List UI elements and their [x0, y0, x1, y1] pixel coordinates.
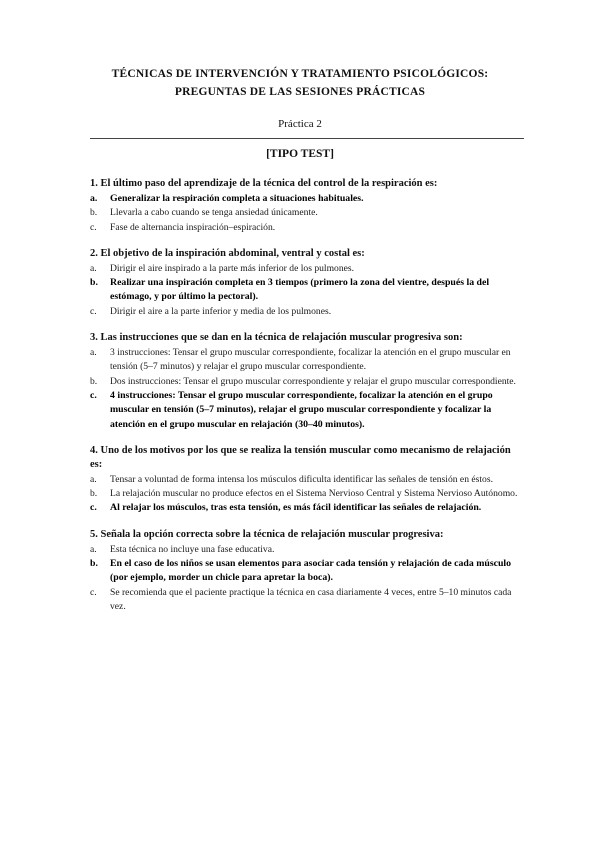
option-letter: c.: [90, 389, 97, 401]
option-text: Esta técnica no incluye una fase educativa.: [110, 543, 275, 555]
option-list: [90, 473, 524, 516]
question-list: [90, 177, 524, 626]
option-letter: b.: [90, 375, 98, 387]
section-heading: [TIPO TEST]: [266, 148, 334, 160]
option-c: [90, 501, 524, 515]
question-prompt: El objetivo de la inspiración abdominal, ventral y costal es:: [100, 247, 365, 259]
document-title-line-1: TÉCNICAS DE INTERVENCIÓN Y TRATAMIENTO PSICOLÓGICOS:: [111, 68, 489, 80]
option-text: Al relajar los músculos, tras esta tensión, es más fácil identificar las señales de relajación.: [110, 502, 482, 514]
option-letter: a.: [90, 193, 98, 204]
option-text: Se recomienda que el paciente practique la técnica en casa diariamente 4 veces, entre 5–10 minutos cada vez.: [110, 586, 512, 612]
practice-label: Práctica 2: [278, 118, 322, 130]
option-text: 3 instrucciones: Tensar el grupo muscular correspondiente, focalizar la atención en el grupo muscular en tensión (5–7 minutos) y relajar el grupo muscular correspondiente.: [110, 347, 511, 373]
option-c: [90, 221, 524, 235]
option-text: La relajación muscular no produce efectos en el Sistema Nervioso Central y Sistema Nervioso Autónomo.: [110, 488, 518, 500]
option-text: Dirigir el aire a la parte inferior y media de los pulmones.: [110, 305, 332, 317]
question-4: [90, 444, 524, 516]
question-number: 5.: [90, 528, 98, 540]
option-letter: c.: [90, 221, 97, 233]
option-list: [90, 543, 524, 614]
question-1: [90, 177, 524, 235]
question-prompt: Las instrucciones que se dan en la técnica de relajación muscular progresiva son:: [100, 332, 463, 344]
question-prompt: Uno de los motivos por los que se realiza la tensión muscular como mecanismo de relajación es:: [90, 444, 511, 470]
question-text: [90, 444, 524, 472]
option-b: [90, 557, 524, 586]
option-list: [90, 346, 524, 432]
option-list: [90, 192, 524, 235]
option-b: [90, 206, 524, 220]
option-letter: a.: [90, 347, 97, 359]
document-title-line-2: PREGUNTAS DE LAS SESIONES PRÁCTICAS: [174, 86, 426, 98]
option-c: [90, 305, 524, 319]
question-number: 3.: [90, 332, 98, 344]
option-text: Dirigir el aire inspirado a la parte más inferior de los pulmones.: [110, 262, 355, 274]
option-a: [90, 473, 524, 487]
option-text: Tensar a voluntad de forma intensa los músculos dificulta identificar las señales de tensión en éstos.: [110, 473, 493, 485]
option-letter: a.: [90, 262, 97, 274]
option-letter: b.: [90, 488, 98, 500]
option-a: [90, 543, 524, 557]
option-text: Realizar una inspiración completa en 3 tiempos (primero la zona del vientre, después la del estómago, y por último la pectoral).: [110, 277, 490, 303]
header-divider: [90, 138, 524, 139]
option-list: [90, 262, 524, 319]
option-text: Dos instrucciones: Tensar el grupo muscular correspondiente y relajar el grupo muscular correspondiente.: [110, 375, 516, 387]
question-3: [90, 331, 524, 432]
question-text: [90, 177, 524, 191]
option-letter: a.: [90, 473, 97, 485]
option-text: 4 instrucciones: Tensar el grupo muscular correspondiente, focalizar la atención en el grupo muscular en tensión (5–7 minutos), relajar el grupo muscular correspondiente y focalizar la atención en el grupo muscular en relajación (30–40 minutos).: [110, 389, 493, 430]
option-a: [90, 192, 524, 206]
option-text: Llevarla a cabo cuando se tenga ansiedad únicamente.: [110, 207, 318, 219]
option-b: [90, 487, 524, 501]
option-letter: a.: [90, 543, 97, 555]
option-c: [90, 389, 524, 432]
option-c: [90, 586, 524, 615]
question-prompt: Señala la opción correcta sobre la técnica de relajación muscular progresiva:: [100, 528, 444, 540]
question-2: [90, 247, 524, 319]
question-text: [90, 331, 524, 345]
option-a: [90, 346, 524, 375]
option-a: [90, 262, 524, 276]
question-text: [90, 247, 524, 261]
question-number: 2.: [90, 247, 98, 259]
option-letter: c.: [90, 586, 97, 598]
option-letter: c.: [90, 305, 97, 317]
option-text: En el caso de los niños se usan elementos para asociar cada tensión y relajación de cada músculo (por ejemplo, morder un chicle para apretar la boca).: [110, 558, 512, 584]
option-letter: b.: [90, 207, 98, 219]
question-text: [90, 528, 524, 542]
question-number: 1.: [90, 178, 98, 189]
option-b: [90, 375, 524, 389]
option-letter: b.: [90, 558, 98, 570]
option-letter: b.: [90, 277, 98, 289]
option-text: Fase de alternancia inspiración–espiración.: [110, 221, 276, 233]
option-b: [90, 276, 524, 305]
option-letter: c.: [90, 502, 97, 514]
option-text: Generalizar la respiración completa a situaciones habituales.: [110, 193, 364, 204]
question-prompt: El último paso del aprendizaje de la técnica del control de la respiración es:: [100, 178, 438, 189]
question-5: [90, 528, 524, 614]
question-number: 4.: [90, 444, 98, 456]
